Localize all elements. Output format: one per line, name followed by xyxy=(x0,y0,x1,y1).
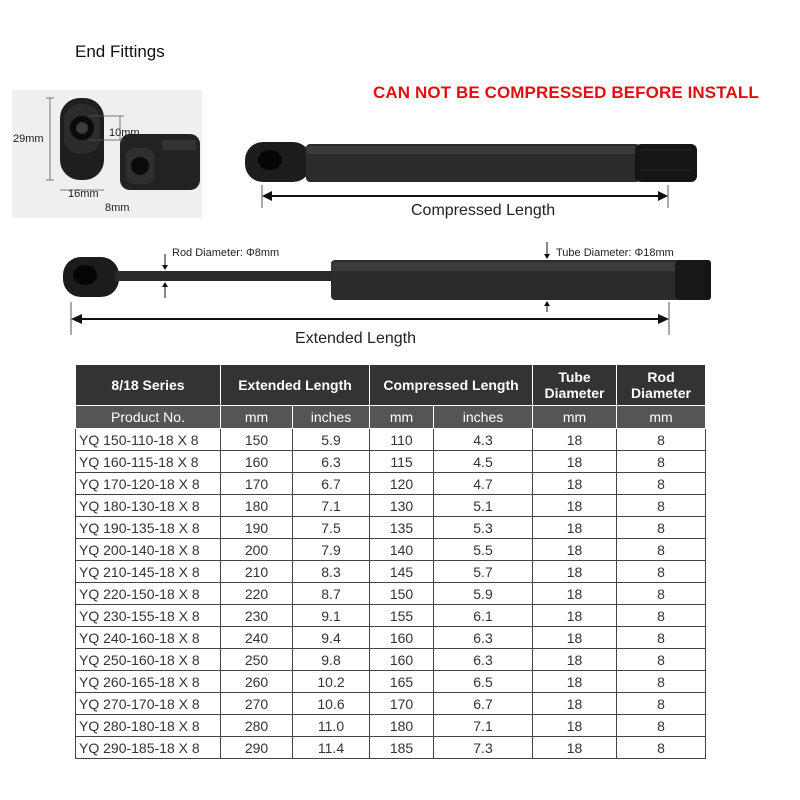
table-cell: 8 xyxy=(617,693,706,715)
table-cell: 9.8 xyxy=(293,649,370,671)
subheader-cell: inches xyxy=(434,406,533,429)
table-row xyxy=(76,561,706,583)
table-cell: 8 xyxy=(617,517,706,539)
table-cell: 155 xyxy=(370,605,434,627)
table-row xyxy=(76,671,706,693)
table-cell: 11.4 xyxy=(293,737,370,759)
table-cell: 280 xyxy=(221,715,293,737)
table-cell: 18 xyxy=(533,715,617,737)
table-cell: 18 xyxy=(533,737,617,759)
table-row xyxy=(76,605,706,627)
subheader-cell: mm xyxy=(617,406,706,429)
table-cell: 165 xyxy=(370,671,434,693)
tube-diameter-label: Tube Diameter: Φ18mm xyxy=(556,247,674,259)
table-cell: 180 xyxy=(221,495,293,517)
table-cell: 170 xyxy=(221,473,293,495)
table-cell: 7.5 xyxy=(293,517,370,539)
table-cell: 8 xyxy=(617,473,706,495)
table-cell: 6.3 xyxy=(293,451,370,473)
table-cell: 260 xyxy=(221,671,293,693)
table-cell: 160 xyxy=(370,627,434,649)
table-cell: 8 xyxy=(617,561,706,583)
table-cell: 18 xyxy=(533,517,617,539)
table-row xyxy=(76,429,706,451)
table-cell: 6.7 xyxy=(293,473,370,495)
table-cell: 8 xyxy=(617,429,706,451)
subheader-cell: inches xyxy=(293,406,370,429)
table-cell: 7.1 xyxy=(434,715,533,737)
table-row xyxy=(76,451,706,473)
product-number-cell: YQ 270-170-18 X 8 xyxy=(76,693,221,715)
table-cell: 9.4 xyxy=(293,627,370,649)
table-cell: 18 xyxy=(533,627,617,649)
compressed-spring-drawing xyxy=(240,130,710,210)
product-number-cell: YQ 200-140-18 X 8 xyxy=(76,539,221,561)
product-number-cell: YQ 240-160-18 X 8 xyxy=(76,627,221,649)
spec-table xyxy=(75,364,706,759)
product-number-cell: YQ 180-130-18 X 8 xyxy=(76,495,221,517)
table-cell: 145 xyxy=(370,561,434,583)
end-fittings-photo xyxy=(12,90,202,218)
subheader-row xyxy=(76,406,706,429)
table-cell: 18 xyxy=(533,583,617,605)
table-row xyxy=(76,649,706,671)
table-cell: 18 xyxy=(533,649,617,671)
header-rod-line2: Diameter xyxy=(631,385,691,401)
table-row xyxy=(76,737,706,759)
table-cell: 8 xyxy=(617,627,706,649)
table-cell: 5.9 xyxy=(434,583,533,605)
table-cell: 5.9 xyxy=(293,429,370,451)
header-tube-line2: Diameter xyxy=(544,385,605,401)
product-number-cell: YQ 260-165-18 X 8 xyxy=(76,671,221,693)
subheader-cell: mm xyxy=(533,406,617,429)
table-cell: 150 xyxy=(370,583,434,605)
table-cell: 18 xyxy=(533,429,617,451)
table-cell: 8 xyxy=(617,495,706,517)
table-row xyxy=(76,583,706,605)
dim-width-label: 16mm xyxy=(68,188,99,200)
table-cell: 135 xyxy=(370,517,434,539)
table-cell: 8 xyxy=(617,583,706,605)
table-cell: 110 xyxy=(370,429,434,451)
table-cell: 4.5 xyxy=(434,451,533,473)
table-cell: 8 xyxy=(617,715,706,737)
product-number-cell: YQ 190-135-18 X 8 xyxy=(76,517,221,539)
table-cell: 5.5 xyxy=(434,539,533,561)
table-cell: 7.3 xyxy=(434,737,533,759)
table-cell: 120 xyxy=(370,473,434,495)
table-cell: 4.7 xyxy=(434,473,533,495)
table-cell: 150 xyxy=(221,429,293,451)
table-cell: 9.1 xyxy=(293,605,370,627)
end-fittings-title: End Fittings xyxy=(75,42,165,61)
table-cell: 8.3 xyxy=(293,561,370,583)
rod-diameter-label: Rod Diameter: Φ8mm xyxy=(172,247,280,259)
table-cell: 5.7 xyxy=(434,561,533,583)
compressed-length-label: Compressed Length xyxy=(411,202,556,219)
extended-length-label: Extended Length xyxy=(295,330,416,347)
table-cell: 6.3 xyxy=(434,649,533,671)
table-cell: 160 xyxy=(221,451,293,473)
table-cell: 8.7 xyxy=(293,583,370,605)
product-number-cell: YQ 160-115-18 X 8 xyxy=(76,451,221,473)
header-rod-line1: Rod xyxy=(647,369,675,385)
table-cell: 18 xyxy=(533,495,617,517)
subheader-cell: Product No. xyxy=(76,406,221,429)
table-cell: 8 xyxy=(617,649,706,671)
table-cell: 270 xyxy=(221,693,293,715)
table-cell: 7.9 xyxy=(293,539,370,561)
product-number-cell: YQ 280-180-18 X 8 xyxy=(76,715,221,737)
table-cell: 190 xyxy=(221,517,293,539)
header-rod-diameter xyxy=(617,365,706,406)
table-cell: 11.0 xyxy=(293,715,370,737)
table-cell: 6.1 xyxy=(434,605,533,627)
table-row xyxy=(76,693,706,715)
table-cell: 220 xyxy=(221,583,293,605)
table-cell: 18 xyxy=(533,561,617,583)
table-cell: 240 xyxy=(221,627,293,649)
dim-hole-label: 10mm xyxy=(109,127,140,139)
table-cell: 8 xyxy=(617,737,706,759)
table-cell: 8 xyxy=(617,605,706,627)
product-number-cell: YQ 210-145-18 X 8 xyxy=(76,561,221,583)
header-extended-length: Extended Length xyxy=(221,365,370,406)
header-tube-diameter xyxy=(533,365,617,406)
table-cell: 6.5 xyxy=(434,671,533,693)
table-cell: 18 xyxy=(533,693,617,715)
product-number-cell: YQ 150-110-18 X 8 xyxy=(76,429,221,451)
table-cell: 18 xyxy=(533,451,617,473)
product-number-cell: YQ 230-155-18 X 8 xyxy=(76,605,221,627)
product-number-cell: YQ 220-150-18 X 8 xyxy=(76,583,221,605)
product-number-cell: YQ 170-120-18 X 8 xyxy=(76,473,221,495)
table-cell: 18 xyxy=(533,671,617,693)
table-row xyxy=(76,517,706,539)
table-cell: 180 xyxy=(370,715,434,737)
product-number-cell: YQ 250-160-18 X 8 xyxy=(76,649,221,671)
product-number-cell: YQ 290-185-18 X 8 xyxy=(76,737,221,759)
table-cell: 10.2 xyxy=(293,671,370,693)
table-row xyxy=(76,473,706,495)
table-cell: 7.1 xyxy=(293,495,370,517)
table-cell: 250 xyxy=(221,649,293,671)
table-cell: 8 xyxy=(617,671,706,693)
table-cell: 290 xyxy=(221,737,293,759)
table-cell: 5.3 xyxy=(434,517,533,539)
table-cell: 185 xyxy=(370,737,434,759)
table-cell: 6.3 xyxy=(434,627,533,649)
table-cell: 8 xyxy=(617,539,706,561)
table-cell: 210 xyxy=(221,561,293,583)
table-cell: 130 xyxy=(370,495,434,517)
table-cell: 4.3 xyxy=(434,429,533,451)
table-cell: 18 xyxy=(533,605,617,627)
table-cell: 160 xyxy=(370,649,434,671)
header-compressed-length: Compressed Length xyxy=(370,365,533,406)
table-cell: 10.6 xyxy=(293,693,370,715)
table-cell: 230 xyxy=(221,605,293,627)
table-row xyxy=(76,539,706,561)
header-series: 8/18 Series xyxy=(76,365,221,406)
spec-table-body xyxy=(76,429,706,759)
table-row xyxy=(76,627,706,649)
table-cell: 170 xyxy=(370,693,434,715)
table-cell: 18 xyxy=(533,473,617,495)
table-cell: 18 xyxy=(533,539,617,561)
table-cell: 5.1 xyxy=(434,495,533,517)
header-row xyxy=(76,365,706,406)
subheader-cell: mm xyxy=(370,406,434,429)
end-fittings-drawing xyxy=(12,90,202,218)
dim-height-label: 29mm xyxy=(13,133,44,145)
table-cell: 115 xyxy=(370,451,434,473)
table-cell: 6.7 xyxy=(434,693,533,715)
table-cell: 8 xyxy=(617,451,706,473)
table-cell: 140 xyxy=(370,539,434,561)
warning-text: CAN NOT BE COMPRESSED BEFORE INSTALL xyxy=(373,83,759,102)
dim-thread-label: 8mm xyxy=(105,202,130,214)
subheader-cell: mm xyxy=(221,406,293,429)
table-row xyxy=(76,715,706,737)
table-cell: 200 xyxy=(221,539,293,561)
header-tube-line1: Tube xyxy=(558,369,591,385)
table-row xyxy=(76,495,706,517)
